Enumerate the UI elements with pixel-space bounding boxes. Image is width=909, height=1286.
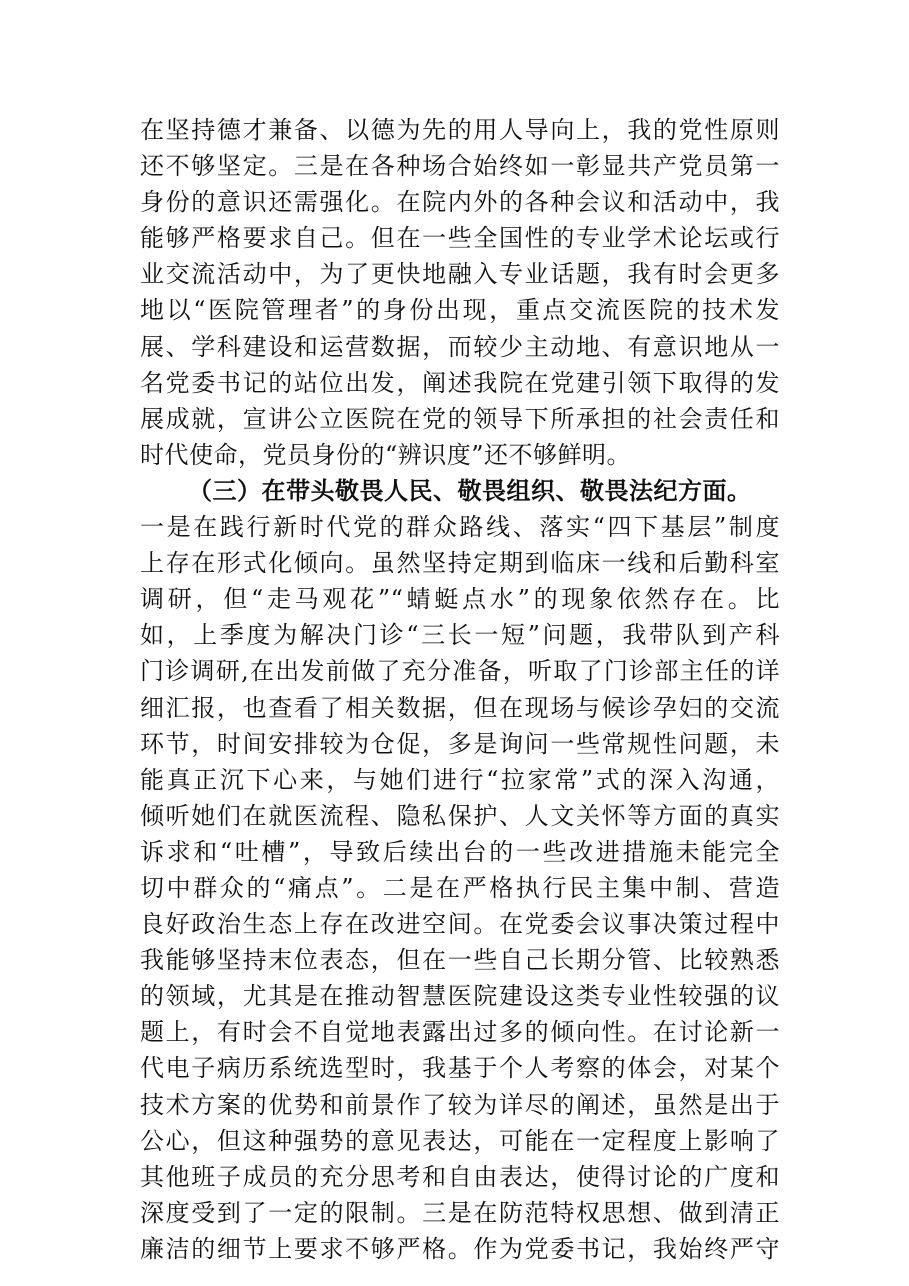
text-line: 还不够坚定。三是在各种场合始终如一彰显共产党员第一 (140, 152, 780, 181)
text-line: 我能够坚持末位表态，但在一些自己长期分管、比较熟悉 (140, 946, 780, 975)
text-line: 调研，但“走马观花”“蜻蜓点水”的现象依然存在。比 (140, 585, 780, 614)
text-line: 诉求和“吐槽”，导致后续出台的一些改进措施未能完全 (140, 837, 780, 866)
text-line: 切中群众的“痛点”。二是在严格执行民主集中制、营造 (140, 873, 780, 902)
section-heading: （三）在带头敬畏人民、敬畏组织、敬畏法纪方面。 (188, 475, 752, 505)
text-line: 廉洁的细节上要求不够严格。作为党委书记，我始终严守 (140, 1234, 780, 1263)
text-line: 上存在形式化倾向。虽然坚持定期到临床一线和后勤科室 (140, 549, 780, 578)
text-line: 倾听她们在就医流程、隐私保护、人文关怀等方面的真实 (140, 801, 780, 830)
text-line: 良好政治生态上存在改进空间。在党委会议事决策过程中 (140, 910, 780, 939)
text-line: 时代使命，党员身份的“辨识度”还不够鲜明。 (140, 440, 632, 469)
text-line: 代电子病历系统选型时，我基于个人考察的体会，对某个 (140, 1054, 780, 1083)
text-line: 门诊调研,在出发前做了充分准备，听取了门诊部主任的详 (140, 657, 780, 686)
document-body (140, 112, 780, 1267)
paragraph-1 (140, 112, 780, 473)
text-line: 名党委书记的站位出发，阐述我院在党建引领下取得的发 (140, 368, 780, 397)
text-line: 技术方案的优势和前景作了较为详尽的阐述，虽然是出于 (140, 1090, 780, 1119)
text-line: 能够严格要求自己。但在一些全国性的专业学术论坛或行 (140, 224, 780, 253)
text-line: 如，上季度为解决门诊“三长一短”问题，我带队到产科 (140, 621, 780, 650)
text-line: 的领域，尤其是在推动智慧医院建设这类专业性较强的议 (140, 982, 780, 1011)
text-line: 展、学科建设和运营数据，而较少主动地、有意识地从一 (140, 332, 780, 361)
text-line: 能真正沉下心来，与她们进行“拉家常”式的深入沟通， (140, 765, 780, 794)
text-line: 地以“医院管理者”的身份出现，重点交流医院的技术发 (140, 296, 780, 325)
text-line: 公心，但这种强势的意见表达，可能在一定程度上影响了 (140, 1126, 780, 1155)
paragraph-2 (140, 509, 780, 1267)
text-line: 其他班子成员的充分思考和自由表达，使得讨论的广度和 (140, 1162, 780, 1191)
text-line: 细汇报，也查看了相关数据，但在现场与候诊孕妇的交流 (140, 693, 780, 722)
text-line: 题上，有时会不自觉地表露出过多的倾向性。在讨论新一 (140, 1018, 780, 1047)
text-line: 环节，时间安排较为仓促，多是询问一些常规性问题，未 (140, 729, 780, 758)
text-line: 身份的意识还需强化。在院内外的各种会议和活动中，我 (140, 188, 780, 217)
text-line: 一是在践行新时代党的群众路线、落实“四下基层”制度 (140, 513, 780, 542)
text-line: 展成就，宣讲公立医院在党的领导下所承担的社会责任和 (140, 404, 780, 433)
text-line: 业交流活动中，为了更快地融入专业话题，我有时会更多 (140, 260, 780, 289)
text-line: 在坚持德才兼备、以德为先的用人导向上，我的党性原则 (140, 116, 780, 144)
text-line: 深度受到了一定的限制。三是在防范特权思想、做到清正 (140, 1198, 780, 1227)
